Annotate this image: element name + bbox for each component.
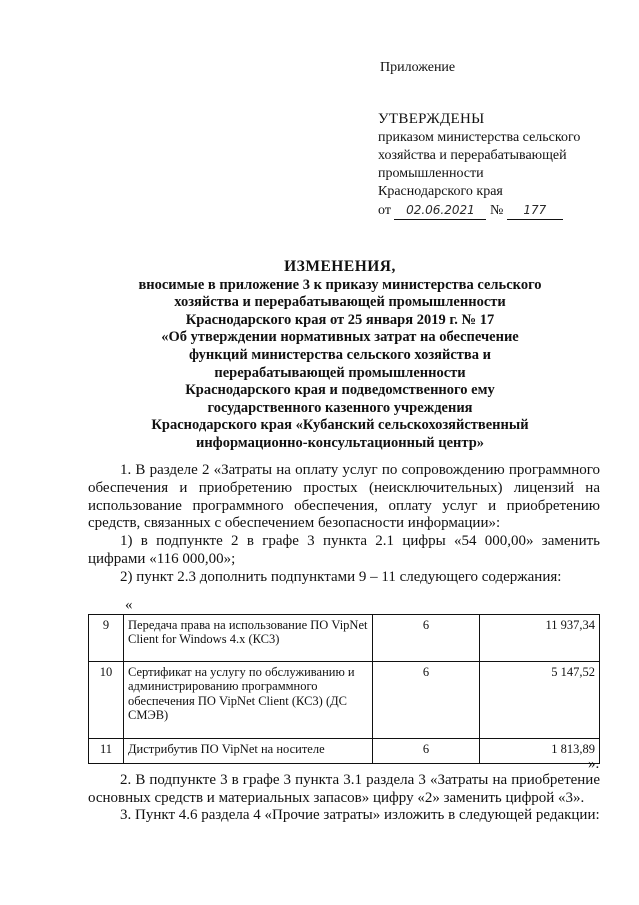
title-main: ИЗМЕНЕНИЯ, [284,258,396,275]
approved-line: хозяйства и перерабатывающей [378,148,567,163]
order-date-handwritten: 02.06.2021 [394,201,486,220]
approved-line: промышленности [378,166,484,181]
paragraph-3: 3. Пункт 4.6 раздела 4 «Прочие затраты» изложить в следующей редакции: [120,807,600,824]
approved-title: УТВЕРЖДЕНЫ [378,111,485,127]
title-line: перерабатывающей промышленности [214,364,466,381]
row-price: 5 147,52 [480,662,600,739]
document-title [60,258,620,453]
date-prefix: от [378,203,391,218]
row-quantity: 6 [373,739,480,764]
number-label: № [489,203,504,218]
row-price: 11 937,34 [480,615,600,662]
title-line: Краснодарского края от 25 января 2019 г. № 17 [185,311,495,328]
table-row [89,739,600,764]
order-date-number-line [378,201,580,220]
paragraph-1-2: 2) пункт 2.3 дополнить подпунктами 9 – 11 следующего содержания: [120,568,562,585]
row-price: 1 813,89 [480,739,600,764]
approval-stamp-block [378,110,580,220]
row-description: Передача права на использование ПО VipNet Client for Windows 4.x (КС3) [124,615,373,662]
table-row [89,615,600,662]
document-body-part1 [88,462,600,587]
paragraph-1-1: 1) в подпункте 2 в графе 3 пункта 2.1 цифры «54 000,00» заменить цифрами «116 000,00»; [88,533,600,567]
opening-quote: « [125,597,133,613]
title-line: Краснодарского края и подведомственного ему [185,382,495,399]
title-line: «Об утверждении нормативных затрат на обеспечение [161,329,519,346]
appendix-label: Приложение [380,60,456,75]
row-quantity: 6 [373,615,480,662]
paragraph-1: 1. В разделе 2 «Затраты на оплату услуг по сопровождению программного обеспечения и приобретению простых (неисключительных) лицензий на использование программного обеспечения, оплату услуг и приобретению средств, связанных с обеспечением безопасности информации»: [88,462,600,532]
row-number: 11 [89,739,124,764]
document-body-part2 [88,772,600,825]
title-line: Краснодарского края «Кубанский сельскохозяйственный [151,417,529,434]
approved-line: приказом министерства сельского [378,130,581,145]
items-table [88,614,600,764]
order-number-handwritten: 177 [507,201,563,220]
title-line: хозяйства и перерабатывающей промышленности [174,294,506,311]
row-description: Сертификат на услугу по обслуживанию и администрированию программного обеспечения ПО VipNet Client (КС3) (ДС СМЭВ) [124,662,373,739]
row-number: 10 [89,662,124,739]
table-row [89,662,600,739]
title-line: информационно-консультационный центр» [195,434,485,451]
title-line: государственного казенного учреждения [207,399,473,416]
row-number: 9 [89,615,124,662]
row-quantity: 6 [373,662,480,739]
title-line: вносимые в приложение 3 к приказу министерства сельского [138,276,542,293]
row-description: Дистрибутив ПО VipNet на носителе [124,739,373,764]
paragraph-2: 2. В подпункте 3 в графе 3 пункта 3.1 раздела 3 «Затраты на приобретение основных средств и материальных запасов» цифру «2» заменить цифрой «3». [88,772,600,806]
closing-quote: ». [588,756,600,772]
approved-line: Краснодарского края [378,184,503,199]
title-line: функций министерства сельского хозяйства и [189,346,491,363]
